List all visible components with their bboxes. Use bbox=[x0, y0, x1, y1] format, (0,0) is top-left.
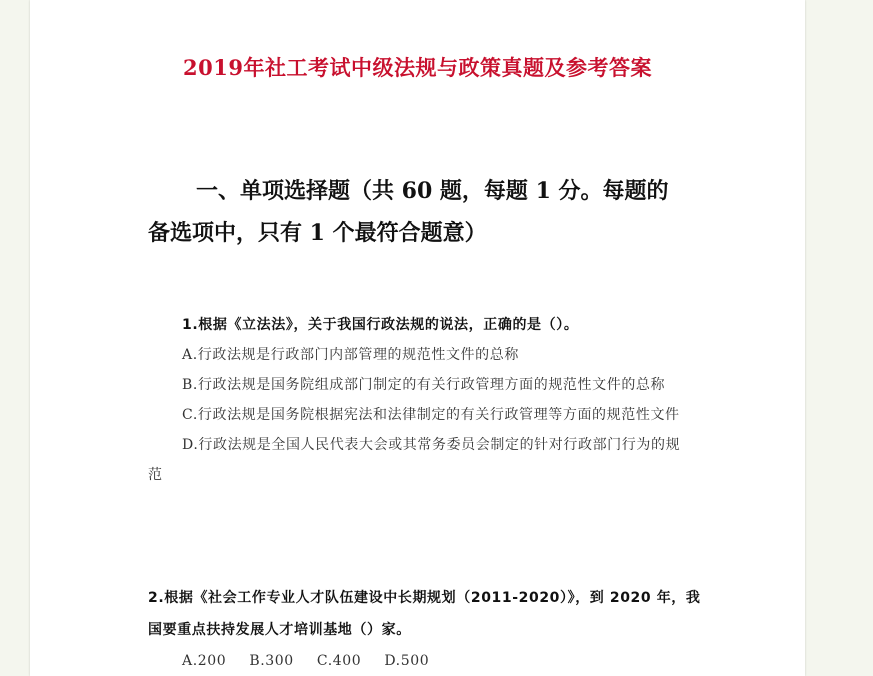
question-1-option-c: C.行政法规是国务院根据宪法和法律制定的有关行政管理等方面的规范性文件 bbox=[182, 407, 680, 423]
document-title: 2019年社工考试中级法规与政策真题及参考答案 bbox=[183, 55, 652, 80]
question-2-text: 2.根据《社会工作专业人才队伍建设中长期规划（2011-2020）》，到 2020 年，我国要重点扶持发展人才培训基地（）家。 bbox=[148, 590, 701, 638]
question-1-text: 1.根据《立法法》，关于我国行政法规的说法，正确的是（）。 bbox=[182, 317, 579, 333]
question-2-option-d: D.500 bbox=[384, 653, 430, 669]
question-2-option-c: C.400 bbox=[316, 653, 362, 669]
section-heading-line-1: 一、单项选择题（共 60 题，每题 1 分。每题的 bbox=[196, 178, 669, 204]
question-2-options bbox=[148, 646, 708, 676]
section-heading-line-2: 备选项中，只有 1 个最符合题意） bbox=[148, 220, 487, 246]
question-2-option-b: B.300 bbox=[249, 653, 294, 669]
question-1 bbox=[148, 310, 688, 490]
question-2 bbox=[148, 582, 708, 676]
section-heading bbox=[148, 170, 688, 254]
question-2-option-a: A.200 bbox=[182, 653, 227, 669]
question-1-option-a: A.行政法规是行政部门内部管理的规范性文件的总称 bbox=[182, 347, 519, 363]
question-1-option-d: D.行政法规是全国人民代表大会或其常务委员会制定的针对行政部门行为的规范 bbox=[148, 437, 681, 483]
document-page bbox=[30, 0, 805, 676]
question-1-option-b: B.行政法规是国务院组成部门制定的有关行政管理方面的规范性文件的总称 bbox=[182, 377, 666, 393]
